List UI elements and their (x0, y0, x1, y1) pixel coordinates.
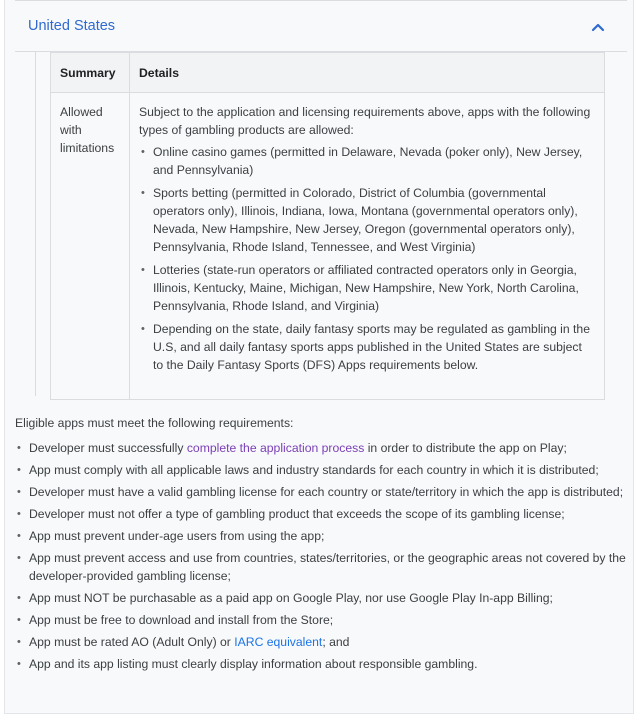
list-item: • App must prevent access and use from countries, states/territories, or the geographic areas not covered by the developer-provided gambling license; (29, 549, 627, 585)
list-item (29, 439, 627, 457)
requirements-intro: Eligible apps must meet the following requirements: (15, 416, 294, 430)
chevron-up-icon[interactable] (591, 22, 605, 32)
table-row (51, 93, 605, 400)
details-cell (130, 93, 605, 400)
list-item: • Lotteries (state-run operators or affiliated contracted operators only in Georgia, Illinois, Kentucky, Maine, Michigan, New Hampshire, New York, North Carolina, Pennsylvania, Rhode Island, and Virginia) (153, 261, 595, 315)
column-header-details: Details (130, 53, 605, 93)
list-item: • App and its app listing must clearly display information about responsible gambling. (29, 655, 627, 673)
list-item: • App must be free to download and install from the Store; (29, 611, 627, 629)
list-item: • Online casino games (permitted in Delaware, Nevada (poker only), New Jersey, and Pennsylvania) (153, 143, 595, 179)
accordion-header-united-states[interactable] (15, 8, 627, 52)
divider (15, 0, 627, 1)
list-item (29, 633, 627, 651)
list-item: • App must prevent under-age users from using the app; (29, 527, 627, 545)
requirements-list (15, 439, 627, 673)
list-item: • Developer must have a valid gambling license for each country or state/territory in which the app is distributed; (29, 483, 627, 501)
requirements-section (15, 414, 627, 677)
list-item: • Developer must not offer a type of gambling product that exceeds the scope of its gambling license; (29, 505, 627, 523)
iarc-equivalent-link[interactable]: IARC equivalent (234, 635, 323, 649)
summary-cell: Allowed with limitations (51, 93, 130, 400)
list-item: • App must comply with all applicable laws and industry standards for each country in which it is distributed; (29, 461, 627, 479)
item-text: Developer must successfully (29, 441, 187, 455)
details-intro: Subject to the application and licensing requirements above, apps with the following types of gambling products are allowed: (139, 105, 591, 137)
list-item: • App must NOT be purchasable as a paid app on Google Play, nor use Google Play In-app Billing; (29, 589, 627, 607)
list-item: • Depending on the state, daily fantasy sports may be regulated as gambling in the U.S, and all daily fantasy sports apps published in the United States are subject to the Daily Fantasy Sports (DFS) Apps requirements below. (153, 320, 595, 374)
accordion-title[interactable]: United States (28, 18, 116, 34)
item-text: ; and (322, 635, 350, 649)
accordion-panel (4, 0, 634, 714)
item-text: in order to distribute the app on Play; (364, 441, 567, 455)
details-list (139, 143, 595, 374)
complete-application-process-link[interactable]: complete the application process (186, 441, 365, 455)
summary-table (50, 52, 605, 400)
column-header-summary: Summary (51, 53, 130, 93)
table-header-row (51, 53, 605, 93)
list-item: • Sports betting (permitted in Colorado, District of Columbia (governmental operators only), Illinois, Indiana, Iowa, Montana (governmental operators only), Nevada, New Hampshire, New Jersey, Oregon (governmental operators only), Pennsylvania, Rhode Island, Tennessee, and West Virginia) (153, 184, 595, 256)
accordion-content (35, 52, 606, 396)
item-text: App must be rated AO (Adult Only) or (29, 635, 235, 649)
